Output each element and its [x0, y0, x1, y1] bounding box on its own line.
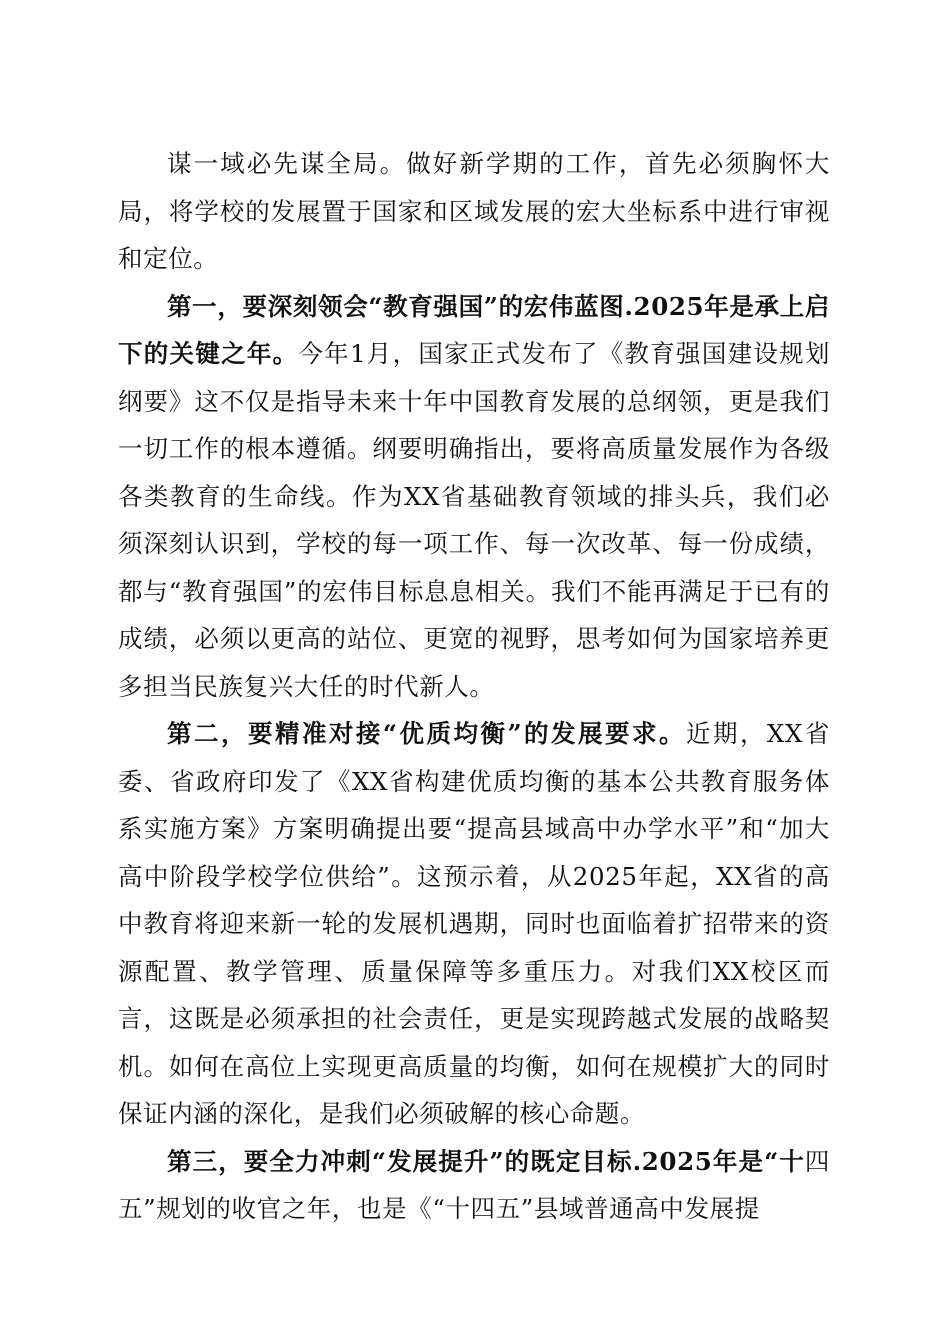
paragraph-intro: [118, 140, 830, 283]
paragraph-second: [118, 710, 830, 1138]
paragraph-lead: 第二，要精准对接“优质均衡”的发展要求。: [167, 719, 686, 748]
paragraph-lead: 第三，要全力冲刺“发展提升”的既定目标.2025年是“十: [167, 1146, 805, 1176]
paragraph-third: [118, 1138, 830, 1233]
paragraph-text: 谋一域必先谋全局。做好新学期的工作，首先必须胸怀大局，将学校的发展置于国家和区域发展的宏大坐标系中进行审视和定位。: [118, 149, 830, 273]
paragraph-text: 今年1月，国家正式发布了《教育强国建设规划纲要》这不仅是指导未来十年中国教育发展的总纲领，更是我们一切工作的根本遵循。纲要明确指出，要将高质量发展作为各级各类教育的生命线。作为XX省基础教育领域的排头兵，我们必须深刻认识到，学校的每一项工作、每一次改革、每一份成绩，都与“教育强国”的宏伟目标息息相关。我们不能再满足于已有的成绩，必须以更高的站位、更宽的视野，思考如何为国家培养更多担当民族复兴大任的时代新人。: [118, 339, 831, 701]
paragraph-text: 四五”规划的收官之年，也是《“十四五”县域普通高中发展提: [118, 1146, 830, 1223]
document-body: [118, 140, 830, 1233]
paragraph-text: 近期，XX省委、省政府印发了《XX省构建优质均衡的基本公共教育服务体系实施方案》方案明确提出要“提高县域高中办学水平”和“加大高中阶段学校学位供给”。这预示着，从2025年起，XX省的高中教育将迎来新一轮的发展机遇期，同时也面临着扩招带来的资源配置、教学管理、质量保障等多重压力。对我们XX校区而言，这既是必须承担的社会责任，更是实现跨越式发展的战略契机。如何在高位上实现更高质量的均衡，如何在规模扩大的同时保证内涵的深化，是我们必须破解的核心命题。: [118, 719, 831, 1128]
paragraph-first: [118, 283, 830, 711]
paragraph-lead: 第一，要深刻领会“教育强国”的宏伟蓝图.2025年是承上启下的关键之年。: [118, 291, 830, 368]
